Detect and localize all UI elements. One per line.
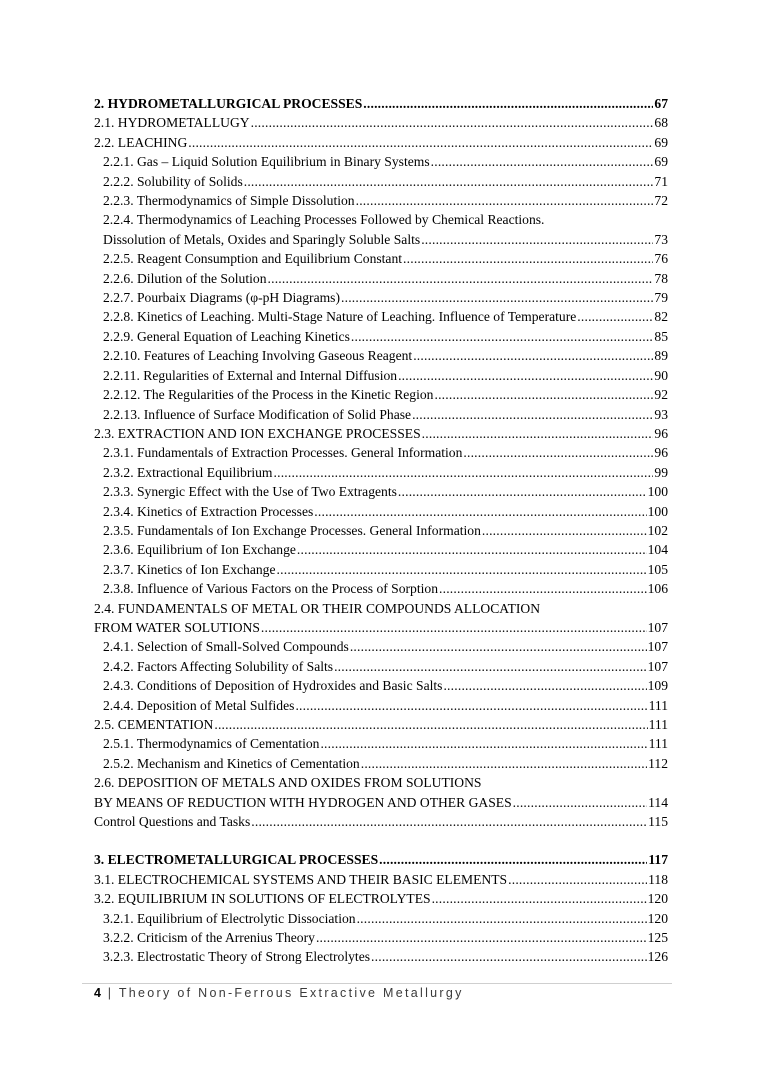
toc-entry-title-line1: 2.4. FUNDAMENTALS OF METAL OR THEIR COMPOUNDS ALLOCATION (94, 600, 541, 616)
toc-dot-leader (403, 249, 653, 268)
toc-entry-page-number: 107 (647, 639, 668, 655)
toc-entry-page-number: 72 (654, 193, 668, 209)
toc-entry-line (94, 599, 668, 618)
toc-entry-title: 2.5. CEMENTATION (94, 717, 214, 732)
toc-entry[interactable] (94, 715, 668, 734)
toc-entry-title: 2.2.10. Features of Leaching Involving Gaseous Reagent (103, 348, 413, 364)
toc-entry-page-number: 107 (647, 619, 668, 635)
toc-entry-title: 2.4.2. Factors Affecting Solubility of Salts (103, 658, 334, 674)
toc-entry-title: 2.5.2. Mechanism and Kinetics of Cementation (103, 755, 360, 771)
toc-dot-leader (268, 269, 654, 288)
toc-entry-page-number: 102 (647, 522, 668, 538)
toc-dot-leader (577, 307, 653, 326)
footer-book-title: Theory of Non-Ferrous Extractive Metallurgy (118, 986, 464, 1000)
toc-dot-leader (412, 405, 653, 424)
toc-dot-leader (356, 191, 654, 210)
toc-entry-title: 3.2.3. Electrostatic Theory of Strong Electrolytes (103, 949, 371, 965)
toc-entry[interactable] (94, 870, 668, 889)
toc-dot-leader (371, 947, 647, 966)
toc-dot-leader (357, 909, 647, 928)
toc-entry[interactable] (94, 754, 668, 773)
toc-entry[interactable] (94, 850, 668, 869)
toc-entry[interactable] (94, 676, 668, 695)
toc-entry[interactable] (94, 288, 668, 307)
toc-entry-page-number: 107 (647, 658, 668, 674)
toc-dot-leader (277, 560, 647, 579)
toc-entry-title: 2.2.3. Thermodynamics of Simple Dissolution (103, 193, 355, 209)
toc-dot-leader (188, 133, 653, 152)
toc-entry-page-number: 73 (654, 231, 668, 247)
toc-entry-page-number: 90 (654, 367, 668, 383)
toc-entry-title: 2.4.4. Deposition of Metal Sulfides (103, 697, 295, 713)
toc-entry-page-number: 68 (654, 115, 668, 131)
toc-entry[interactable] (94, 385, 668, 404)
toc-entry-title: Dissolution of Metals, Oxides and Sparingly Soluble Salts (103, 231, 421, 247)
toc-entry[interactable] (94, 618, 668, 637)
toc-entry[interactable] (94, 366, 668, 385)
toc-entry[interactable] (94, 152, 668, 171)
toc-entry[interactable] (94, 463, 668, 482)
toc-entry-title: 2. HYDROMETALLURGICAL PROCESSES (94, 96, 363, 111)
toc-entry[interactable] (94, 928, 668, 947)
toc-entry[interactable] (94, 307, 668, 326)
toc-entry[interactable] (94, 521, 668, 540)
toc-entry-title: 2.2.12. The Regularities of the Process in the Kinetic Region (103, 387, 434, 403)
toc-entry-page-number: 85 (654, 328, 668, 344)
toc-entry-page-number: 111 (648, 697, 668, 713)
toc-entry[interactable] (94, 502, 668, 521)
toc-entry-page-number: 109 (647, 678, 668, 694)
toc-entry-page-number: 115 (648, 814, 668, 830)
toc-entry[interactable] (94, 113, 668, 132)
footer-divider (82, 983, 672, 984)
toc-dot-leader (261, 618, 647, 637)
toc-entry[interactable] (94, 346, 668, 365)
toc-entry-title: 2.3.4. Kinetics of Extraction Processes (103, 503, 314, 519)
toc-entry[interactable] (94, 734, 668, 753)
toc-dot-leader (251, 812, 647, 831)
toc-entry-page-number: 93 (654, 406, 668, 422)
toc-dot-leader (463, 443, 653, 462)
footer-page-number: 4 (94, 986, 102, 1000)
toc-dot-leader (320, 734, 647, 753)
toc-entry-title: 2.3. EXTRACTION AND ION EXCHANGE PROCESSES (94, 425, 421, 441)
toc-entry-title: Control Questions and Tasks (94, 814, 251, 830)
toc-entry[interactable] (94, 172, 668, 191)
toc-dot-leader (244, 172, 654, 191)
toc-entry-page-number: 96 (654, 425, 668, 441)
toc-entry-title-line1: 2.2.4. Thermodynamics of Leaching Processes Followed by Chemical Reactions. (103, 212, 545, 228)
toc-dot-leader (432, 889, 647, 908)
toc-dot-leader (314, 502, 646, 521)
toc-entry[interactable] (94, 889, 668, 908)
toc-entry[interactable] (94, 947, 668, 966)
toc-entry-page-number: 76 (654, 251, 668, 267)
toc-entry[interactable] (94, 405, 668, 424)
toc-entry-title: 2.4.3. Conditions of Deposition of Hydroxides and Basic Salts (103, 678, 443, 694)
toc-entry[interactable] (94, 424, 668, 443)
toc-entry-page-number: 106 (647, 581, 668, 597)
toc-dot-leader (439, 579, 647, 598)
toc-entry-title: 2.2.7. Pourbaix Diagrams (φ-pH Diagrams) (103, 290, 341, 306)
toc-entry-title: 2.3.1. Fundamentals of Extraction Processes. General Information (103, 445, 463, 461)
toc-entry-title: 2.3.7. Kinetics of Ion Exchange (103, 561, 276, 577)
toc-dot-leader (351, 327, 654, 346)
toc-dot-leader (214, 715, 647, 734)
toc-entry-page-number: 100 (647, 503, 668, 519)
toc-entry-page-number: 114 (648, 794, 668, 810)
toc-entry[interactable] (94, 560, 668, 579)
toc-entry[interactable] (94, 637, 668, 656)
toc-entry[interactable] (94, 696, 668, 715)
toc-entry-line (94, 773, 668, 792)
toc-entry-page-number: 99 (654, 464, 668, 480)
toc-entry-page-number: 105 (647, 561, 668, 577)
toc-entry[interactable] (94, 94, 668, 113)
toc-entry[interactable] (94, 327, 668, 346)
toc-dot-leader (513, 793, 647, 812)
toc-entry-page-number: 104 (647, 542, 668, 558)
toc-entry-page-number: 125 (647, 930, 668, 946)
toc-entry[interactable] (94, 793, 668, 812)
toc-dot-leader (421, 230, 653, 249)
toc-entry-page-number: 79 (654, 290, 668, 306)
toc-entry-page-number: 111 (648, 717, 668, 732)
toc-dot-leader (361, 754, 647, 773)
toc-entry-title: 3.2.2. Criticism of the Arrenius Theory (103, 930, 315, 946)
toc-entry-title: 2.5.1. Thermodynamics of Cementation (103, 736, 320, 752)
toc-entry-title: 2.1. HYDROMETALLUGY (94, 115, 250, 131)
toc-entry-title: 2.3.5. Fundamentals of Ion Exchange Processes. General Information (103, 522, 481, 538)
toc-entry-title: 2.2.2. Solubility of Solids (103, 173, 243, 189)
toc-entry-page-number: 100 (647, 484, 668, 500)
toc-entry[interactable] (94, 909, 668, 928)
toc-dot-leader (295, 696, 647, 715)
toc-spacer (94, 831, 668, 850)
toc-dot-leader (431, 152, 654, 171)
toc-dot-leader (316, 928, 647, 947)
toc-entry[interactable] (94, 812, 668, 831)
toc-dot-leader (508, 870, 647, 889)
toc-entry-title: 2.4.1. Selection of Small-Solved Compounds (103, 639, 349, 655)
toc-dot-leader (297, 540, 647, 559)
toc-entry-title: 3.1. ELECTROCHEMICAL SYSTEMS AND THEIR BASIC ELEMENTS (94, 871, 508, 887)
toc-dot-leader (274, 463, 654, 482)
toc-entry-page-number: 71 (654, 173, 668, 189)
toc-entry[interactable] (94, 269, 668, 288)
toc-entry-page-number: 67 (654, 96, 668, 111)
toc-entry-page-number: 126 (647, 949, 668, 965)
toc-entry-title: 2.2.8. Kinetics of Leaching. Multi-Stage Nature of Leaching. Influence of Temperature (103, 309, 577, 325)
toc-entry-title: 2.3.8. Influence of Various Factors on the Process of Sorption (103, 581, 439, 597)
footer-separator: | (107, 986, 114, 1000)
toc-entry[interactable] (94, 230, 668, 249)
toc-entry[interactable] (94, 443, 668, 462)
toc-entry-title: 2.2.11. Regularities of External and Internal Diffusion (103, 367, 398, 383)
toc-entry-title: 2.3.6. Equilibrium of Ion Exchange (103, 542, 296, 558)
toc-entry-title: 3.2.1. Equilibrium of Electrolytic Dissociation (103, 910, 356, 926)
toc-entry-page-number: 92 (654, 387, 668, 403)
toc-entry-page-number: 89 (654, 348, 668, 364)
toc-entry-title: 2.2.6. Dilution of the Solution (103, 270, 267, 286)
toc-dot-leader (443, 676, 646, 695)
toc-entry-title: 2.2.5. Reagent Consumption and Equilibrium Constant (103, 251, 403, 267)
toc-dot-leader (413, 346, 653, 365)
toc-entry-page-number: 120 (647, 891, 668, 907)
toc-entry-title-line1: 2.6. DEPOSITION OF METALS AND OXIDES FROM SOLUTIONS (94, 775, 482, 791)
toc-entry[interactable] (94, 657, 668, 676)
toc-dot-leader (482, 521, 647, 540)
toc-entry-title: 2.3.2. Extractional Equilibrium (103, 464, 273, 480)
toc-dot-leader (422, 424, 654, 443)
toc-entry[interactable] (94, 191, 668, 210)
toc-dot-leader (341, 288, 653, 307)
toc-entry-title: 2.3.3. Synergic Effect with the Use of Two Extragents (103, 484, 397, 500)
toc-entry-page-number: 82 (654, 309, 668, 325)
toc-entry-title: FROM WATER SOLUTIONS (94, 619, 260, 635)
toc-entry-page-number: 69 (654, 154, 668, 170)
toc-entry-title: 2.2.9. General Equation of Leaching Kinetics (103, 328, 350, 344)
page-footer (94, 986, 464, 1000)
toc-dot-leader (350, 637, 647, 656)
toc-entry-page-number: 78 (654, 270, 668, 286)
toc-entry-page-number: 120 (647, 910, 668, 926)
toc-entry[interactable] (94, 540, 668, 559)
toc-entry-page-number: 112 (648, 755, 668, 771)
toc-entry-page-number: 111 (648, 736, 668, 752)
toc-dot-leader (398, 482, 647, 501)
toc-dot-leader (363, 94, 653, 113)
toc-entry-title: 2.2.1. Gas – Liquid Solution Equilibrium in Binary Systems (103, 154, 430, 170)
toc-entry-title: 2.2.13. Influence of Surface Modification of Solid Phase (103, 406, 412, 422)
toc-entry-title: 3.2. EQUILIBRIUM IN SOLUTIONS OF ELECTROLYTES (94, 891, 431, 907)
toc-dot-leader (398, 366, 653, 385)
toc-entry[interactable] (94, 579, 668, 598)
toc-entry-line (94, 210, 668, 229)
toc-dot-leader (434, 385, 653, 404)
toc-entry[interactable] (94, 482, 668, 501)
toc-dot-leader (334, 657, 647, 676)
toc-entry-page-number: 117 (648, 852, 668, 868)
toc-entry-title: 2.2. LEACHING (94, 134, 188, 150)
toc-dot-leader (251, 113, 654, 132)
toc-entry[interactable] (94, 133, 668, 152)
table-of-contents (94, 94, 668, 967)
toc-entry-title: BY MEANS OF REDUCTION WITH HYDROGEN AND OTHER GASES (94, 794, 512, 810)
toc-dot-leader (379, 850, 647, 869)
toc-entry-page-number: 118 (648, 871, 668, 887)
toc-entry[interactable] (94, 249, 668, 268)
toc-entry-page-number: 69 (654, 134, 668, 150)
toc-entry-title: 3. ELECTROMETALLURGICAL PROCESSES (94, 852, 379, 868)
toc-entry-page-number: 96 (654, 445, 668, 461)
